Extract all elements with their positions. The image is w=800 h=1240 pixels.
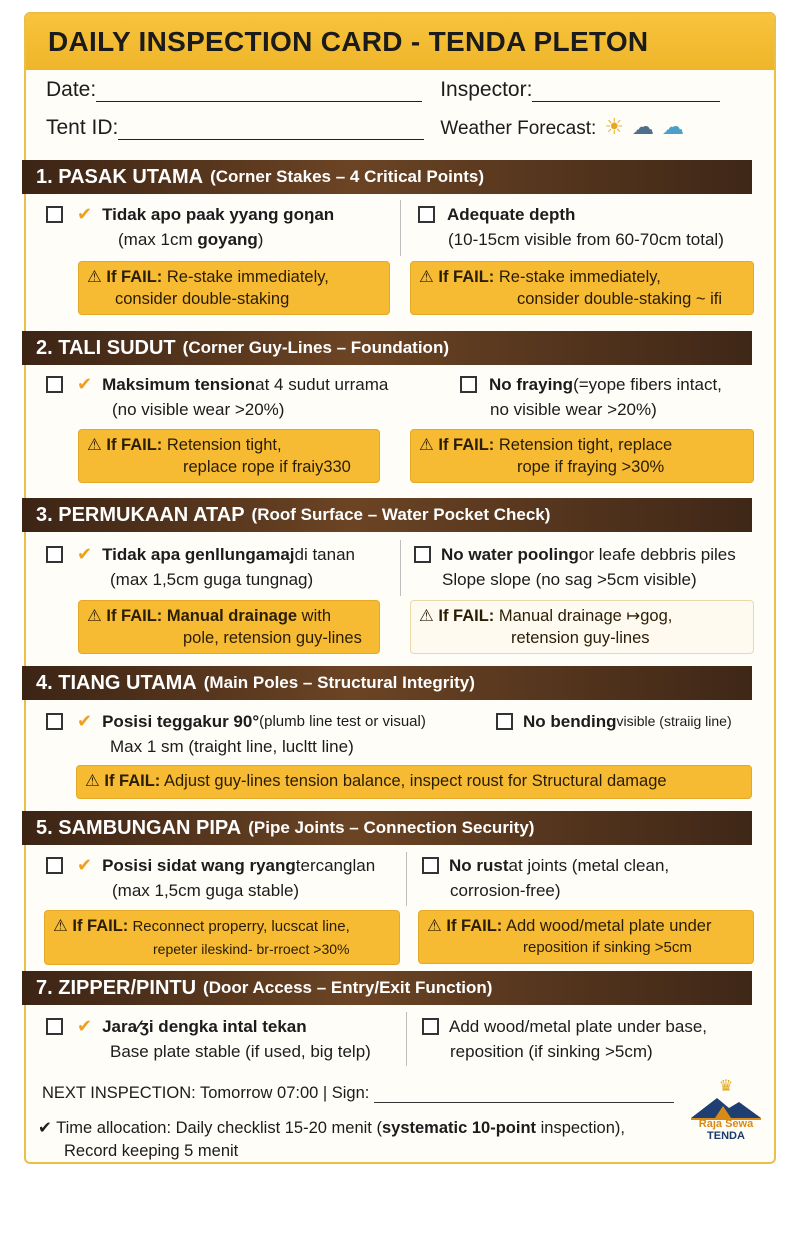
cloud-icon[interactable]: ☁ — [632, 114, 655, 139]
check-circle-icon: ✔ — [38, 1119, 52, 1137]
section-header-4: 4. TIANG UTAMA (Main Poles – Structural Integrity) — [22, 666, 752, 700]
fail-note-4: ⚠ If FAIL: Adjust guy-lines tension balance, inspect roust for Structural damage — [76, 765, 752, 799]
checkbox[interactable] — [46, 376, 63, 393]
checkbox[interactable] — [46, 1018, 63, 1035]
section-header-5: 5. SAMBUNGAN PIPA (Pipe Joints – Connection Security) — [22, 811, 752, 845]
check-item-4b: No bending visible (straiig line) — [496, 709, 732, 734]
time-allocation: ✔ Time allocation: Daily checklist 15-20 menit (systematic 10-point inspection), — [38, 1119, 625, 1137]
tent-id-label: Tent ID: — [46, 116, 119, 139]
logo-text-1: Raja Sewa — [698, 1118, 754, 1130]
check-item-5b: No rust at joints (metal clean, corrosion-free) — [422, 853, 669, 903]
checkmark-icon: ✔ — [77, 374, 93, 394]
inspector-field[interactable] — [532, 84, 720, 102]
checkbox[interactable] — [460, 376, 477, 393]
fail-note-3b: ⚠ If FAIL: Manual drainage ↦gog, retension guy-lines — [410, 600, 754, 654]
section-header-3: 3. PERMUKAAN ATAP (Roof Surface – Water Pocket Check) — [22, 498, 752, 532]
checkbox[interactable] — [46, 713, 63, 730]
fail-note-1a: ⚠ If FAIL: Re-stake immediately, consider double-staking — [78, 261, 390, 315]
fail-note-2b: ⚠ If FAIL: Retension tight, replace rope if fraying >30% — [410, 429, 754, 483]
inspector-label: Inspector: — [440, 78, 533, 101]
signature-field[interactable] — [374, 1089, 674, 1103]
next-inspection: NEXT INSPECTION: Tomorrow 07:00 | Sign: — [42, 1084, 674, 1103]
logo-text-2: TENDA — [707, 1130, 745, 1142]
checkbox[interactable] — [46, 857, 63, 874]
checkbox[interactable] — [422, 1018, 439, 1035]
checkbox[interactable] — [46, 546, 63, 563]
date-label: Date: — [46, 78, 97, 101]
check-item-3b: No water pooling or leafe debbris piles Slope slope (no sag >5cm visible) — [414, 542, 736, 592]
checkbox[interactable] — [496, 713, 513, 730]
check-item-2a: ✔ Maksimum tension at 4 sudut urrama (no visible wear >20%) — [46, 372, 388, 422]
warning-icon: ⚠ — [419, 436, 434, 454]
column-divider — [406, 1012, 407, 1066]
brand-logo — [686, 1080, 766, 1154]
record-keeping: Record keeping 5 menit — [64, 1142, 239, 1160]
check-item-1b: Adequate depth (10-15cm visible from 60-70cm total) — [418, 202, 724, 252]
fail-note-1b: ⚠ If FAIL: Re-stake immediately, consider double-staking ~ ifi — [410, 261, 754, 315]
tent-id-field[interactable] — [118, 122, 424, 140]
check-item-5a: ✔ Posisi sidat wang ryang tercanglan (max 1,5cm guga stable) — [46, 853, 375, 903]
checkmark-icon: ✔ — [77, 204, 93, 224]
crown-icon: ♛ — [718, 1078, 734, 1095]
fail-note-5a: ⚠ If FAIL: Reconnect properry, lucscat line, repeter ileskind- br-rroect >30% — [44, 910, 400, 965]
tent-logo-icon — [689, 1094, 763, 1120]
check-item-7a: ✔ Jara⁄ʒi dengka intal tekan Base plate stable (if used, big telp) — [46, 1014, 371, 1064]
checkbox[interactable] — [418, 206, 435, 223]
checkbox[interactable] — [422, 857, 439, 874]
meta-fields — [26, 70, 774, 160]
warning-icon: ⚠ — [85, 772, 100, 790]
weather-label: Weather Forecast: — [440, 118, 597, 139]
check-item-2b: No fraying (=yope fibers intact, no visible wear >20%) — [460, 372, 722, 422]
checkbox[interactable] — [414, 546, 431, 563]
fail-note-2a: ⚠ If FAIL: Retension tight, replace rope if fraiy330 — [78, 429, 380, 483]
column-divider — [406, 852, 407, 906]
check-item-7b: Add wood/metal plate under base, reposition (if sinking >5cm) — [422, 1014, 707, 1064]
warning-icon: ⚠ — [87, 436, 102, 454]
section-header-7: 7. ZIPPER/PINTU (Door Access – Entry/Exit Function) — [22, 971, 752, 1005]
sun-icon[interactable]: ☀ — [604, 114, 625, 139]
checkmark-icon: ✔ — [77, 1016, 93, 1036]
check-item-1a: ✔ Tidak apo paak yyang goŋan (max 1cm goyang) — [46, 202, 334, 252]
warning-icon: ⚠ — [53, 917, 68, 935]
checkmark-icon: ✔ — [77, 711, 93, 731]
card-title: DAILY INSPECTION CARD - TENDA PLETON — [48, 26, 649, 57]
checkmark-icon: ✔ — [77, 855, 93, 875]
fail-note-5b: ⚠ If FAIL: Add wood/metal plate under reposition if sinking >5cm — [418, 910, 754, 964]
warning-icon: ⚠ — [427, 917, 442, 935]
column-divider — [400, 540, 401, 596]
date-field[interactable] — [96, 84, 422, 102]
warning-icon: ⚠ — [419, 607, 434, 625]
checkmark-icon: ✔ — [77, 544, 93, 564]
section-header-2: 2. TALI SUDUT (Corner Guy-Lines – Foundation) — [22, 331, 752, 365]
section-header-1: 1. PASAK UTAMA (Corner Stakes – 4 Critical Points) — [22, 160, 752, 194]
title-bar — [26, 14, 774, 70]
rain-cloud-icon[interactable]: ☁ — [662, 114, 685, 139]
check-item-3a: ✔ Tidak apa genllungamaj di tanan (max 1,5cm guga tungnag) — [46, 542, 355, 592]
fail-note-3a: ⚠ If FAIL: Manual drainage with pole, retension guy-lines — [78, 600, 380, 654]
warning-icon: ⚠ — [87, 607, 102, 625]
column-divider — [400, 200, 401, 256]
check-item-4a: ✔ Posisi teggakur 90° (plumb line test or visual) Max 1 sm (traight line, lucltt line) — [46, 709, 426, 759]
checkbox[interactable] — [46, 206, 63, 223]
warning-icon: ⚠ — [87, 268, 102, 286]
warning-icon: ⚠ — [419, 268, 434, 286]
